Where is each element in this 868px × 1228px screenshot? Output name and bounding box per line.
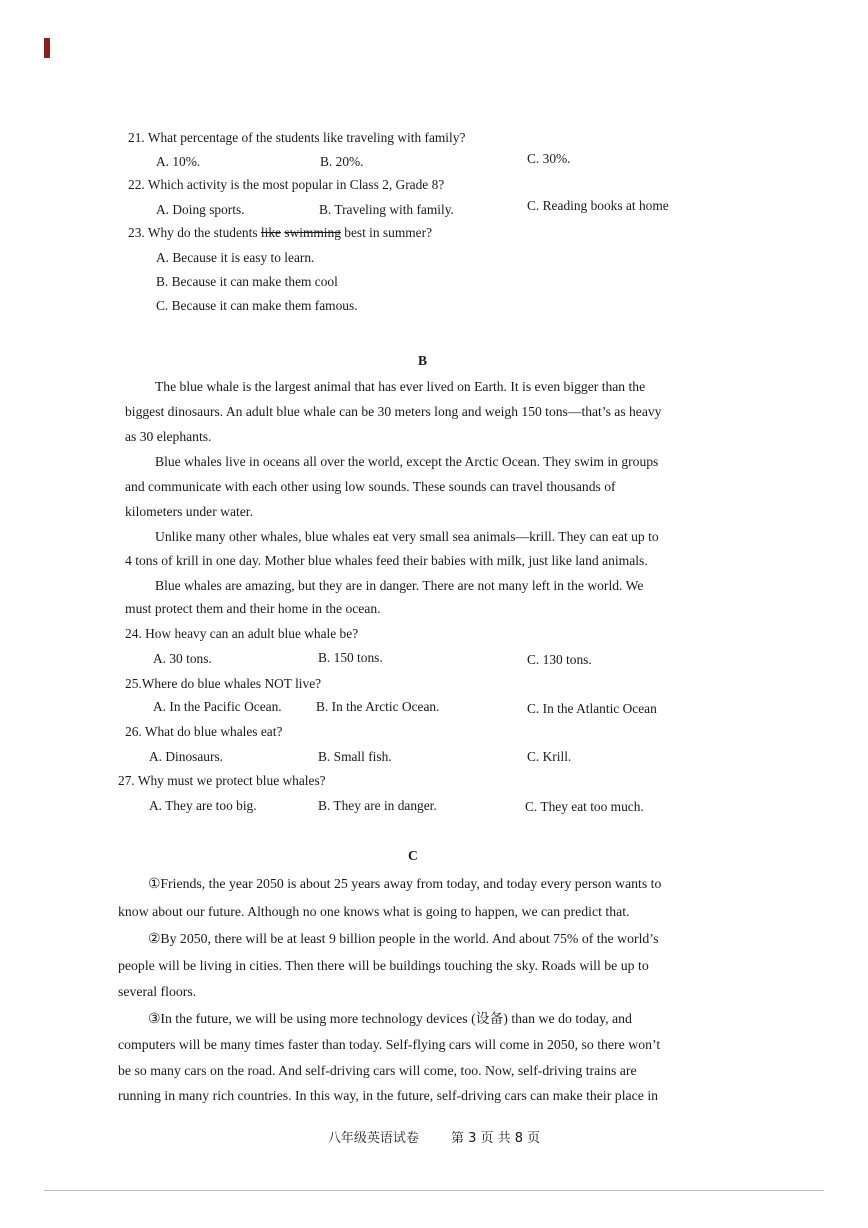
question-27-option-a: A. They are too big. [149, 798, 257, 813]
section-c-line: several floors. [118, 984, 197, 999]
section-b-line: Blue whales are amazing, but they are in danger. There are not many left in the world. We [155, 578, 644, 593]
page-footer [0, 1127, 868, 1146]
question-24-stem: 24. How heavy can an adult blue whale be? [125, 626, 359, 641]
question-21-stem: 21. What percentage of the students like traveling with family? [128, 130, 466, 145]
section-b-line: and communicate with each other using low sounds. These sounds can travel thousands of [125, 479, 616, 494]
question-23-option-b: B. Because it can make them cool [156, 274, 338, 289]
question-25-option-c: C. In the Atlantic Ocean [527, 701, 657, 716]
question-26-stem: 26. What do blue whales eat? [125, 724, 283, 739]
section-b-line: 4 tons of krill in one day. Mother blue whales feed their babies with milk, just like land animals. [125, 553, 648, 568]
section-b-line: kilometers under water. [125, 504, 253, 519]
section-c-heading: C [408, 848, 418, 863]
question-27-option-b: B. They are in danger. [318, 798, 437, 813]
section-c-line: be so many cars on the road. And self-driving cars will come, too. Now, self-driving trains are [118, 1063, 637, 1078]
question-25-option-b: B. In the Arctic Ocean. [316, 699, 440, 714]
question-21-option-c: C. 30%. [527, 151, 571, 166]
section-b-line: Blue whales live in oceans all over the world, except the Arctic Ocean. They swim in groups [155, 454, 659, 469]
section-b-line: Unlike many other whales, blue whales eat very small sea animals—krill. They can eat up to [155, 529, 659, 544]
section-b-line: The blue whale is the largest animal that has ever lived on Earth. It is even bigger than the [155, 379, 646, 394]
page-number: 第 3 页 共 8 页 [450, 1131, 541, 1146]
section-c-line: ①Friends, the year 2050 is about 25 years away from today, and today every person wants to [148, 876, 662, 891]
question-27-option-c: C. They eat too much. [525, 799, 644, 814]
question-22-option-a: A. Doing sports. [156, 202, 245, 217]
question-23-struck-word-2: swimming [284, 225, 341, 240]
question-23-stem-suffix: best in summer? [340, 225, 433, 240]
question-22-option-b: B. Traveling with family. [319, 202, 454, 217]
question-27-stem: 27. Why must we protect blue whales? [118, 773, 326, 788]
section-b-heading: B [418, 353, 428, 368]
section-c-line: computers will be many times faster than today. Self-flying cars will come in 2050, so there won’t [118, 1037, 661, 1052]
scan-edge-mark [44, 38, 50, 58]
question-26-option-b: B. Small fish. [318, 749, 392, 764]
question-23-stem-prefix: 23. Why do the students [128, 225, 261, 240]
question-23-struck-word-1: like [260, 225, 281, 240]
section-c-line: ②By 2050, there will be at least 9 billion people in the world. And about 75% of the world’s [148, 931, 659, 946]
exam-title: 八年级英语试卷 [327, 1131, 419, 1146]
question-25-option-a: A. In the Pacific Ocean. [153, 699, 282, 714]
question-21-option-b: B. 20%. [320, 154, 364, 169]
question-22-stem: 22. Which activity is the most popular in Class 2, Grade 8? [128, 177, 445, 192]
section-c-line: people will be living in cities. Then there will be buildings touching the sky. Roads will be up to [118, 958, 649, 973]
section-c-line: ③In the future, we will be using more technology devices (设备) than we do today, and [148, 1011, 632, 1026]
section-b-line: as 30 elephants. [125, 429, 212, 444]
question-23-option-c: C. Because it can make them famous. [156, 298, 358, 313]
question-24-option-a: A. 30 tons. [153, 651, 212, 666]
section-c-line: know about our future. Although no one knows what is going to happen, we can predict that. [118, 904, 630, 919]
section-b-line: must protect them and their home in the ocean. [125, 601, 381, 616]
question-21-option-a: A. 10%. [156, 154, 201, 169]
question-25-stem: 25.Where do blue whales NOT live? [125, 676, 322, 691]
section-b-line: biggest dinosaurs. An adult blue whale can be 30 meters long and weigh 150 tons—that’s as heavy [125, 404, 662, 419]
question-26-option-a: A. Dinosaurs. [149, 749, 224, 764]
question-22-option-c: C. Reading books at home [527, 198, 669, 213]
page-edge-line [44, 1190, 824, 1191]
question-24-option-c: C. 130 tons. [527, 652, 592, 667]
question-23-stem [128, 224, 432, 242]
section-c-line: running in many rich countries. In this way, in the future, self-driving cars can make their place in [118, 1088, 659, 1103]
question-26-option-c: C. Krill. [527, 749, 572, 764]
question-23-option-a: A. Because it is easy to learn. [156, 250, 315, 265]
question-24-option-b: B. 150 tons. [318, 650, 383, 665]
